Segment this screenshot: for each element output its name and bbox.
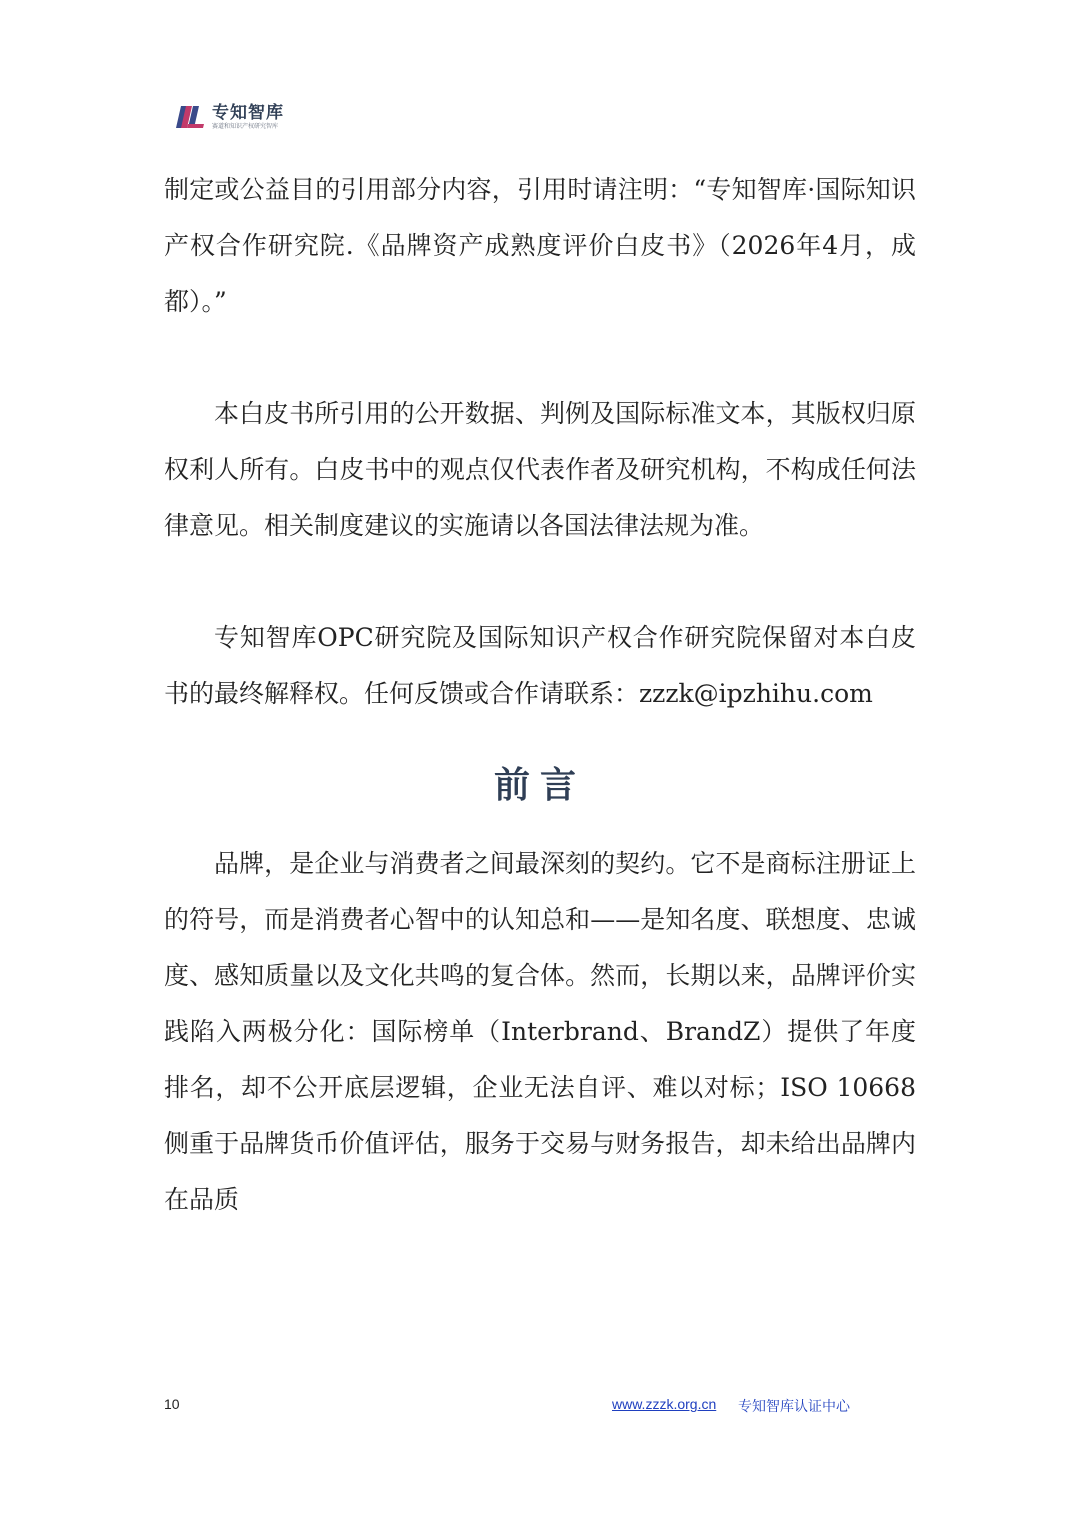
logo-title: 专知智库 — [212, 103, 284, 123]
preface-paragraph: 品牌，是企业与消费者之间最深刻的契约。它不是商标注册证上的符号，而是消费者心智中的认知总和——是知名度、联想度、忠诚度、感知质量以及文化共鸣的复合体。然而，长期以来，品牌评价实践陷入两极分化：国际榜单（Interbrand、BrandZ）提供了年度排名，却不公开底层逻辑，企业无法自评、难以对标；ISO 10668侧重于品牌货币价值评估，服务于交易与财务报告，却未给出品牌内在品质 — [164, 849, 916, 1214]
logo — [176, 100, 284, 134]
org-name: 专知智库认证中心 — [738, 1399, 850, 1415]
page-number: 10 — [164, 1396, 180, 1412]
page-body — [164, 162, 916, 1228]
logo-mark-icon — [176, 102, 206, 132]
page-footer — [164, 1396, 916, 1418]
copyright-paragraph: 本白皮书所引用的公开数据、判例及国际标准文本，其版权归原权利人所有。白皮书中的观点仅代表作者及研究机构，不构成任何法律意见。相关制度建议的实施请以各国法律法规为准。 — [164, 399, 916, 540]
website-link[interactable]: www.zzzk.org.cn — [612, 1396, 717, 1412]
logo-subtitle: 赛道和知识产权研究智库 — [212, 123, 279, 130]
section-heading: 前言 — [493, 765, 586, 806]
citation-paragraph: 制定或公益目的引用部分内容，引用时请注明：“专知智库·国际知识产权合作研究院.《品牌资产成熟度评价白皮书》（2026年4月，成都）。” — [164, 175, 916, 316]
interpretation-paragraph: 专知智库OPC研究院及国际知识产权合作研究院保留对本白皮书的最终解释权。任何反馈或合作请联系：zzzk@ipzhihu.com — [164, 623, 916, 708]
